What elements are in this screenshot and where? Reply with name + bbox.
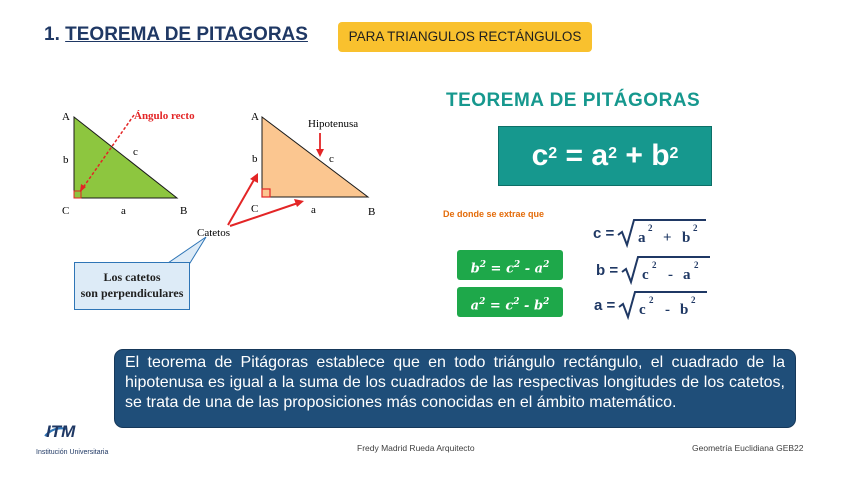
formula-a: a bbox=[591, 139, 609, 172]
radical-c bbox=[593, 218, 708, 248]
radical-b-expression bbox=[620, 255, 712, 285]
formula-equals: = bbox=[565, 139, 584, 172]
hypotenuse-label: Hipotenusa bbox=[308, 118, 359, 130]
radical-a-a-exp: 2 bbox=[649, 295, 654, 305]
footer-author: Fredy Madrid Rueda Arquitecto bbox=[357, 443, 475, 453]
radical-a-a: c bbox=[639, 302, 646, 318]
formula-c: c bbox=[531, 139, 549, 172]
left-side-b: b bbox=[63, 154, 69, 166]
eq2-lhs-exp: 2 bbox=[479, 297, 486, 307]
callout-line-1: Los catetos bbox=[103, 270, 161, 284]
eq2-op: - bbox=[524, 298, 530, 314]
catetos-arrowhead-horizontal bbox=[294, 199, 304, 207]
formula-exp-c: 2 bbox=[548, 145, 558, 162]
page-title bbox=[44, 24, 308, 46]
radical-a-b-exp: 2 bbox=[691, 295, 696, 305]
right-side-b: b bbox=[252, 153, 258, 165]
callout-line-2: son perpendiculares bbox=[80, 286, 184, 300]
eq2-rhs1-exp: 2 bbox=[513, 297, 520, 307]
eq2-rhs2-exp: 2 bbox=[543, 297, 550, 307]
radical-b-a-exp: 2 bbox=[652, 260, 657, 270]
title-text: TEOREMA DE PITAGORAS bbox=[65, 24, 308, 45]
formula-exp-a: 2 bbox=[608, 145, 617, 162]
radical-a-op: - bbox=[665, 302, 671, 318]
right-vertex-b: B bbox=[368, 206, 376, 218]
subtitle-badge: PARA TRIANGULOS RECTÁNGULOS bbox=[338, 22, 592, 52]
radical-c-expression bbox=[616, 218, 708, 248]
radical-b bbox=[596, 255, 712, 285]
eq1-op: - bbox=[524, 261, 531, 277]
catetos-arrow-horizontal bbox=[230, 203, 298, 226]
derived-equation-a: $a^2 = c^2 - b^2$ bbox=[457, 287, 563, 317]
radical-b-lhs: b = bbox=[596, 261, 619, 279]
eq2-rhs2: b bbox=[533, 298, 544, 314]
radical-c-lhs: c = bbox=[593, 224, 615, 242]
callout-box bbox=[74, 262, 190, 310]
eq1-rhs2-exp: 2 bbox=[543, 260, 550, 270]
eq1-lhs-exp: 2 bbox=[479, 260, 487, 270]
radical-c-b-exp: 2 bbox=[693, 223, 698, 233]
radical-b-b: a bbox=[683, 267, 691, 283]
theorem-description: El teorema de Pitágoras establece que en todo triángulo rectángulo, el cuadrado de la hipotenusa es igual a la suma de los cuadrados de las respectivas longitudes de los catetos, se trata de una de las proposiciones más conocidas en el ámbito matemático. bbox=[114, 349, 796, 428]
radical-a-lhs: a = bbox=[594, 296, 616, 314]
derived-equation-b: $b^2 = c^2 - a^2$ bbox=[457, 250, 563, 280]
left-vertex-b: B bbox=[180, 205, 188, 217]
radical-a bbox=[594, 290, 709, 320]
right-angle-label: Ángulo recto bbox=[134, 110, 195, 122]
eq2-lhs: a bbox=[470, 298, 480, 314]
radical-a-b: b bbox=[680, 302, 689, 318]
formula-plus: + bbox=[625, 139, 643, 172]
radical-c-a-exp: 2 bbox=[648, 223, 653, 233]
callout-tail bbox=[168, 237, 206, 263]
formula-exp-b: 2 bbox=[669, 145, 679, 162]
itm-logo: ITM bbox=[46, 422, 76, 441]
right-triangle-green bbox=[74, 117, 177, 198]
radical-b-op: - bbox=[668, 267, 674, 283]
itm-logo-subtitle: Institución Universitaria bbox=[36, 449, 109, 456]
radical-b-a: c bbox=[642, 267, 649, 283]
right-vertex-c: C bbox=[251, 203, 259, 215]
derivation-intro: De donde se extrae que bbox=[443, 209, 545, 219]
right-vertex-a: A bbox=[251, 111, 259, 123]
left-vertex-a: A bbox=[62, 111, 70, 123]
left-side-c: c bbox=[133, 146, 138, 158]
radical-c-a: a bbox=[638, 230, 646, 246]
left-side-a: a bbox=[121, 205, 126, 217]
footer-course: Geometría Euclidiana GEB22 bbox=[692, 443, 804, 453]
title-number: 1. bbox=[44, 24, 60, 45]
theorem-heading: TEOREMA DE PITÁGORAS bbox=[446, 90, 701, 111]
eq2-rhs1: c bbox=[505, 298, 514, 314]
eq1-rhs1: c bbox=[505, 261, 514, 277]
radical-c-b: b bbox=[682, 230, 691, 246]
catetos-label: Catetos bbox=[197, 227, 230, 239]
hypotenuse-arrowhead bbox=[316, 149, 324, 157]
radical-c-op: + bbox=[663, 230, 672, 246]
radical-a-expression bbox=[617, 290, 709, 320]
eq1-rhs1-exp: 2 bbox=[513, 260, 521, 270]
left-vertex-c: C bbox=[62, 205, 70, 217]
right-side-a: a bbox=[311, 204, 316, 216]
formula-b: b bbox=[651, 139, 670, 172]
right-side-c: c bbox=[329, 153, 334, 165]
eq1-lhs: b bbox=[470, 261, 480, 277]
radical-b-b-exp: 2 bbox=[694, 260, 699, 270]
theorem-formula bbox=[498, 126, 712, 186]
eq1-rhs2: a bbox=[534, 261, 544, 277]
